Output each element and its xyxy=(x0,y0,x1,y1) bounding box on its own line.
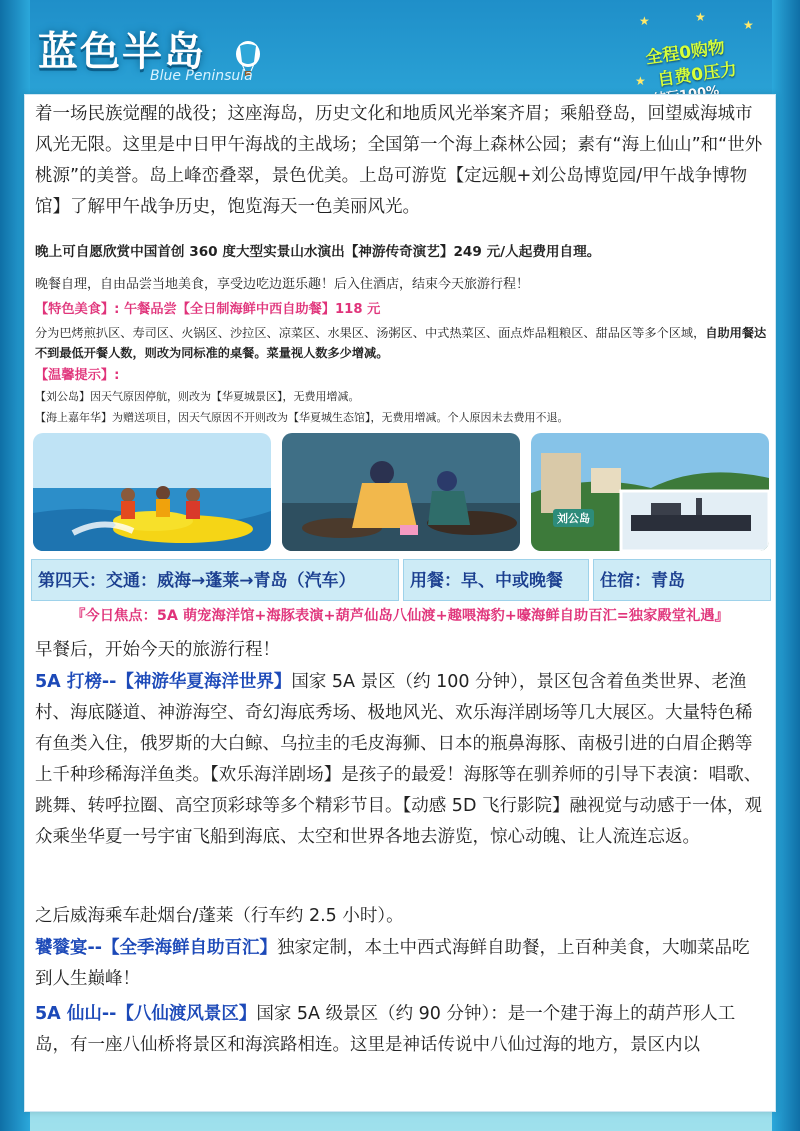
day4-stay-cell: 住宿：青岛 xyxy=(593,559,771,601)
day4-transport-cell: 第四天：交通：威海→蓬莱→青岛（汽车） xyxy=(31,559,399,601)
slogan-badge xyxy=(635,10,760,94)
ocean-world-paragraph xyxy=(35,667,767,853)
star-icon: ★ xyxy=(635,74,646,88)
brand-title: 蓝色半岛 xyxy=(38,29,206,75)
transfer-line: 之后威海乘车赴烟台/蓬莱（行车约 2.5 小时）。 xyxy=(35,906,404,926)
seafood-buffet-label: 饕餮宴--【全季海鲜自助百汇】 xyxy=(35,938,278,958)
baxian-label: 5A 仙山--【八仙渡风景区】 xyxy=(35,1004,257,1024)
day4-start-line: 早餐后，开始今天的旅游行程！ xyxy=(35,640,280,660)
evening-show-note: 晚上可自愿欣赏中国首创 360 度大型实景山水演出【神游传奇演艺】249 元/人起费用自理。 xyxy=(35,244,601,260)
tip-sea-carnival: 【海上嘉年华】为赠送项目，因天气原因不开则改为【华夏城生态馆】，无费用增减。个人原因未去费用不退。 xyxy=(35,411,569,424)
day4-focus-banner: 『今日焦点：5A 萌宠海洋馆+海豚表演+葫芦仙岛八仙渡+趣喂海豹+嚎海鲜自助百汇=独家殿堂礼遇』 xyxy=(71,608,729,624)
photo-caption: 刘公岛 xyxy=(553,509,594,527)
feature-food-desc-text: 分为巴烤煎扒区、寿司区、火锅区、沙拉区、凉菜区、水果区、汤粥区、中式热菜区、面点炸品粗粮区、甜品区等多个区域， xyxy=(35,326,706,340)
ocean-world-text: 国家 5A 景区（约 100 分钟），景区包含着鱼类世界、老渔村、海底隧道、神游海空、奇幻海底秀场、极地风光、欢乐海洋剧场等几大展区。大量特色稀有鱼类入住，俄罗斯的大白鲸、乌拉圭的毛皮海狮、日本的瓶鼻海豚、南极引进的白眉企鹅等上千种珍稀海洋鱼类。【欢乐海洋剧场】是孩子的最爱！海豚等在驯养师的引导下表演：唱歌、跳舞、转呼拉圈、高空顶彩球等多个精彩节目。【动感 5D 飞行影院】融视觉与动感于一体，观众乘坐华夏一号宇宙飞船到海底、太空和世界各地去游览，惊心动魄、让人流连忘返。 xyxy=(35,672,762,847)
star-icon: ★ xyxy=(743,18,754,32)
star-icon: ★ xyxy=(639,14,650,28)
day3-intro-paragraph: 着一场民族觉醒的战役；这座海岛，历史文化和地质风光举案齐眉；乘船登岛，回望威海城市风光无限。这里是中日甲午海战的主战场；全国第一个海上森林公园；素有“海上仙山”和“世外桃源”的美誉。岛上峰峦叠翠，景色优美。上岛可游览【定远舰+刘公岛博览园/甲午战争博物馆】了解甲午战争历史，饱览海天一色美丽风光。 xyxy=(35,104,763,217)
star-icon: ★ xyxy=(695,10,706,24)
sea-border-right xyxy=(772,0,800,1131)
seafood-buffet-paragraph xyxy=(35,933,767,995)
slogan-line-1: 全程0购物 xyxy=(644,37,727,69)
slogan-line-2: 自费0压力 xyxy=(656,59,739,91)
feature-food-title: 【特色美食】: 午餐品尝【全日制海鲜中西自助餐】118 元 xyxy=(35,302,381,317)
dinner-note: 晚餐自理，自由品尝当地美食，享受边吃边逛乐趣！后入住酒店，结束今天旅游行程！ xyxy=(35,277,530,292)
photo-liugong-island xyxy=(531,433,769,551)
brand-script-subtitle: Blue Peninsula xyxy=(150,68,253,84)
tips-title: 【温馨提示】: xyxy=(35,368,120,383)
day4-header-row xyxy=(31,559,771,601)
photo-beach-kids xyxy=(282,433,520,551)
tip-liugong-island: 【刘公岛】因天气原因停航，则改为【华夏城景区】，无费用增减。 xyxy=(35,390,360,403)
feature-food-description xyxy=(35,323,767,363)
ocean-world-label: 5A 打榜--【神游华夏海洋世界】 xyxy=(35,672,292,692)
feature-food-bold-note: 自助用餐达不到最低开餐人数，则改为同标准的桌餐。菜量视人数多少增减。 xyxy=(35,326,767,360)
baxian-text: 国家 5A 级景区（约 90 分钟）：是一个建于海上的葫芦形人工岛，有一座八仙桥将景区和海滨路相连。这里是神话传说中八仙过海的地方，景区内以 xyxy=(35,1004,736,1055)
baxian-paragraph xyxy=(35,999,767,1061)
itinerary-sheet xyxy=(24,94,776,1112)
photo-banana-boat xyxy=(33,433,271,551)
seafood-buffet-text: 独家定制，本土中西式海鲜自助餐，上百种美食，大咖菜品吃到人生巅峰！ xyxy=(35,938,750,989)
day4-meals-cell: 用餐：早、中或晚餐 xyxy=(403,559,589,601)
